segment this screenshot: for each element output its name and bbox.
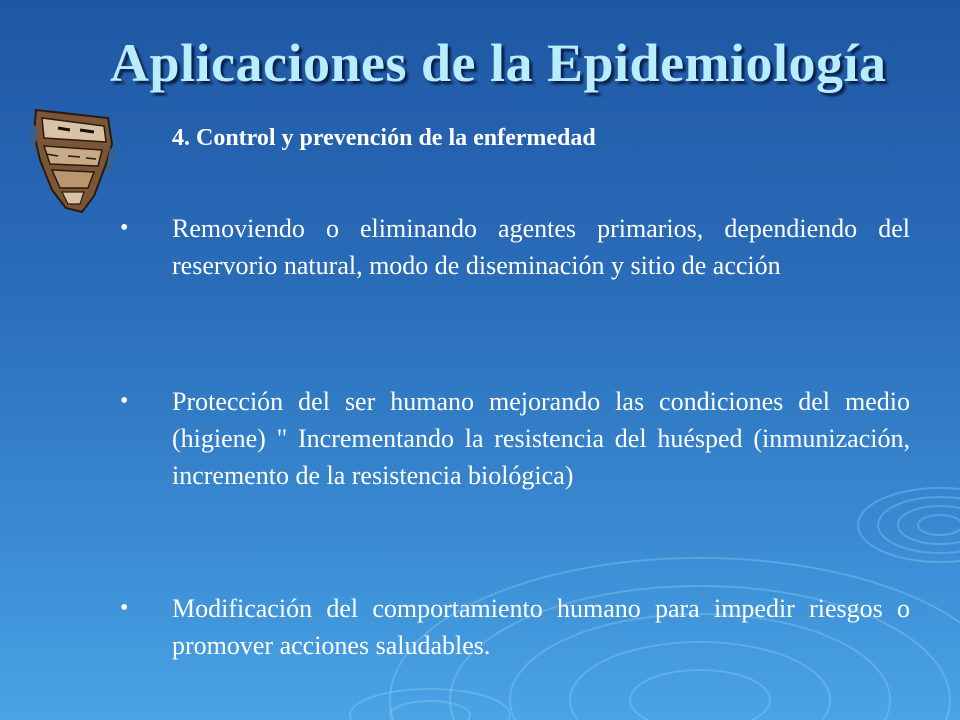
bullet-text: Modificación del comportamiento humano para impedir riesgos o promover acciones saludables. [172,594,910,660]
slide-title: Aplicaciones de la Epidemiología [110,33,887,93]
bullet-item [120,383,910,494]
bullet-dot-icon: • [120,388,129,414]
bullet-item [120,590,910,664]
section-subtitle: 4. Control y prevención de la enfermedad [172,125,596,151]
bullet-text: Removiendo o eliminando agentes primarios, dependiendo del reservorio natural, modo de diseminación y sitio de acción [172,214,910,280]
bullet-item [120,210,910,284]
bullet-text: Protección del ser humano mejorando las condiciones del medio (higiene) " Incrementando la resistencia del huésped (inmunización, incremento de la resistencia biológica) [172,387,910,490]
bullet-dot-icon: • [120,215,129,241]
bullet-dot-icon: • [120,595,129,621]
tribal-mask-icon [28,104,118,216]
